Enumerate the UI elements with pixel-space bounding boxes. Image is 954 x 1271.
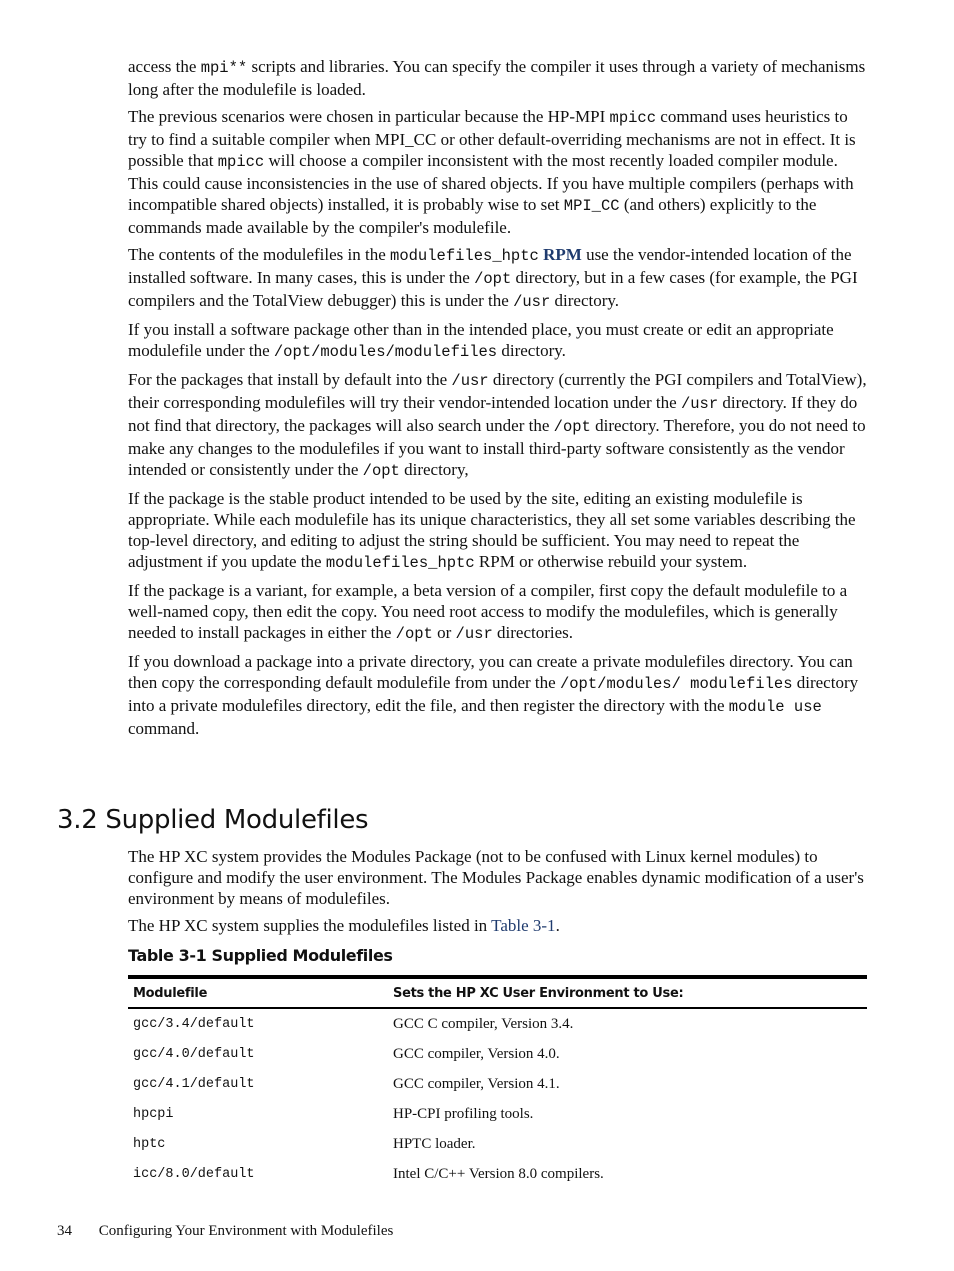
text-run: directory. Therefore, you do not need to make any changes to the modulefiles if you want to install third-party software consistently as the vendor intended or consistently under the [128, 416, 866, 479]
description-cell: GCC C compiler, Version 3.4. [393, 1015, 574, 1032]
page-number: 34 [57, 1223, 72, 1239]
inline-code: /usr [455, 625, 493, 643]
column-header-environment: Sets the HP XC User Environment to Use: [388, 977, 867, 1008]
inline-code: modulefiles_hptc [325, 554, 475, 572]
section-heading: 3.2 Supplied Modulefiles [57, 805, 369, 835]
text-run: directory, [399, 460, 469, 479]
inline-code: mpi** [200, 59, 248, 77]
text-run: If the package is a variant, for example, a beta version of a compiler, first copy the default modulefile to a well-named copy, then edit the copy. You need root access to modify the modulefiles, which is generally needed to install packages in either the [128, 581, 848, 642]
inline-code: mpicc [217, 153, 265, 171]
column-header-modulefile: Modulefile [128, 977, 388, 1008]
table-row [128, 1129, 867, 1159]
description-cell: GCC compiler, Version 4.1. [393, 1075, 560, 1092]
inline-code: /usr [513, 293, 551, 311]
inline-code: /opt [395, 625, 433, 643]
inline-code: /opt/modules/modulefiles [273, 343, 498, 361]
table-caption: Table 3-1 Supplied Modulefiles [128, 946, 393, 965]
text-run: directory. If they do not find that directory, the packages will also search under the [128, 393, 858, 435]
text-run: access the [128, 57, 201, 76]
modulefile-cell: hptc [133, 1136, 166, 1152]
paragraph [128, 244, 868, 313]
paragraph [128, 56, 868, 100]
text-run: or [432, 623, 456, 642]
table-row [128, 1008, 867, 1039]
inline-code: mpicc [609, 109, 657, 127]
table-row [128, 1159, 867, 1189]
chapter-title: Configuring Your Environment with Modulefiles [98, 1223, 394, 1239]
table-header-row [128, 977, 867, 1008]
table-row [128, 1069, 867, 1099]
page-footer [57, 1221, 393, 1241]
paragraph [128, 319, 868, 363]
text-run: . [555, 916, 560, 935]
text-run: directory. [550, 291, 620, 310]
modulefile-cell: icc/8.0/default [133, 1166, 255, 1182]
text-run: The previous scenarios were chosen in particular because the HP-MPI [128, 107, 610, 126]
body-text [128, 56, 868, 745]
text-run: RPM [543, 245, 582, 264]
description-cell: HP-CPI profiling tools. [393, 1105, 534, 1122]
paragraph [128, 580, 868, 645]
inline-code: modulefiles_hptc [390, 247, 539, 265]
inline-code: /opt [474, 270, 512, 288]
paragraph [128, 369, 868, 482]
text-run: command. [128, 719, 200, 738]
modulefile-cell: gcc/4.1/default [133, 1076, 255, 1092]
text-run: directory. [497, 341, 566, 360]
inline-code: /opt [553, 418, 591, 436]
text-run: If you download a package into a private directory, you can create a private modulefiles directory. You can then copy the corresponding default modulefile from under the [128, 652, 853, 692]
paragraph [128, 106, 868, 238]
inline-code: MPI_CC [563, 197, 620, 215]
text-run: If the package is the stable product intended to be used by the site, editing an existing modulefile is appropriate. While each modulefile has its unique characteristics, they all set some variables describing the top-level directory, and editing to adjust the string should be sufficient. You may need to repeat the adjustment if you update the [128, 489, 856, 571]
modulefiles-table [128, 975, 867, 1189]
modulefile-cell: hpcpi [133, 1106, 174, 1122]
text-run: The HP XC system supplies the modulefiles listed in [128, 916, 492, 935]
paragraph [128, 846, 868, 909]
table-row [128, 1099, 867, 1129]
table-reference-link[interactable]: Table 3-1 [491, 916, 556, 935]
inline-code: /usr [680, 395, 719, 413]
description-cell: GCC compiler, Version 4.0. [393, 1045, 560, 1062]
inline-code: module use [728, 698, 822, 716]
table-row [128, 1039, 867, 1069]
text-run: command uses heuristics to try to find a suitable compiler when MPI_CC or other default-overriding mechanisms are not in effect. It is possible that [128, 107, 856, 170]
text-run: (and others) explicitly to the commands made available by the compiler's modulefile. [128, 195, 817, 237]
paragraph [128, 915, 868, 936]
text-run: directory (currently the PGI compilers and TotalView), their corresponding modulefiles will try their vendor-intended location under the [128, 370, 867, 412]
text-run: If you install a software package other than in the intended place, you must create or edit an appropriate modulefile under the [128, 320, 834, 360]
text-run: scripts and libraries. You can specify the compiler it uses through a variety of mechanisms long after the modulefile is loaded. [128, 57, 866, 99]
inline-code: /opt [362, 462, 400, 480]
section-body [128, 846, 868, 942]
text-run: The HP XC system provides the Modules Package (not to be confused with Linux kernel modules) to configure and modify the user environment. The Modules Package enables dynamic modification of a user's environment by means of modulefiles. [128, 847, 864, 908]
text-run: will choose a compiler inconsistent with the most recently loaded compiler module. This could cause inconsistencies in the use of shared objects. If you have multiple compilers (perhaps with incompatible shared objects) installed, it is probably wise to set [128, 151, 854, 214]
text-run: directory into a private modulefiles directory, edit the file, and then register the directory with the [128, 673, 859, 715]
description-cell: HPTC loader. [393, 1135, 476, 1152]
text-run: The contents of the modulefiles in the [128, 245, 391, 264]
description-cell: Intel C/C++ Version 8.0 compilers. [393, 1165, 604, 1182]
text-run: directory, but in a few cases (for example, the PGI compilers and the TotalView debugger) this is under the [128, 268, 858, 310]
paragraph [128, 488, 868, 574]
inline-code: /opt/modules/ modulefiles [559, 675, 793, 693]
text-run: directories. [492, 623, 574, 642]
modulefile-cell: gcc/4.0/default [133, 1046, 255, 1062]
text-run: RPM or otherwise rebuild your system. [474, 552, 748, 571]
text-run: use the vendor-intended location of the installed software. In many cases, this is under the [128, 245, 852, 287]
text-run: For the packages that install by default into the [128, 370, 452, 389]
paragraph [128, 651, 868, 739]
modulefile-cell: gcc/3.4/default [133, 1016, 255, 1032]
inline-code: /usr [451, 372, 489, 390]
